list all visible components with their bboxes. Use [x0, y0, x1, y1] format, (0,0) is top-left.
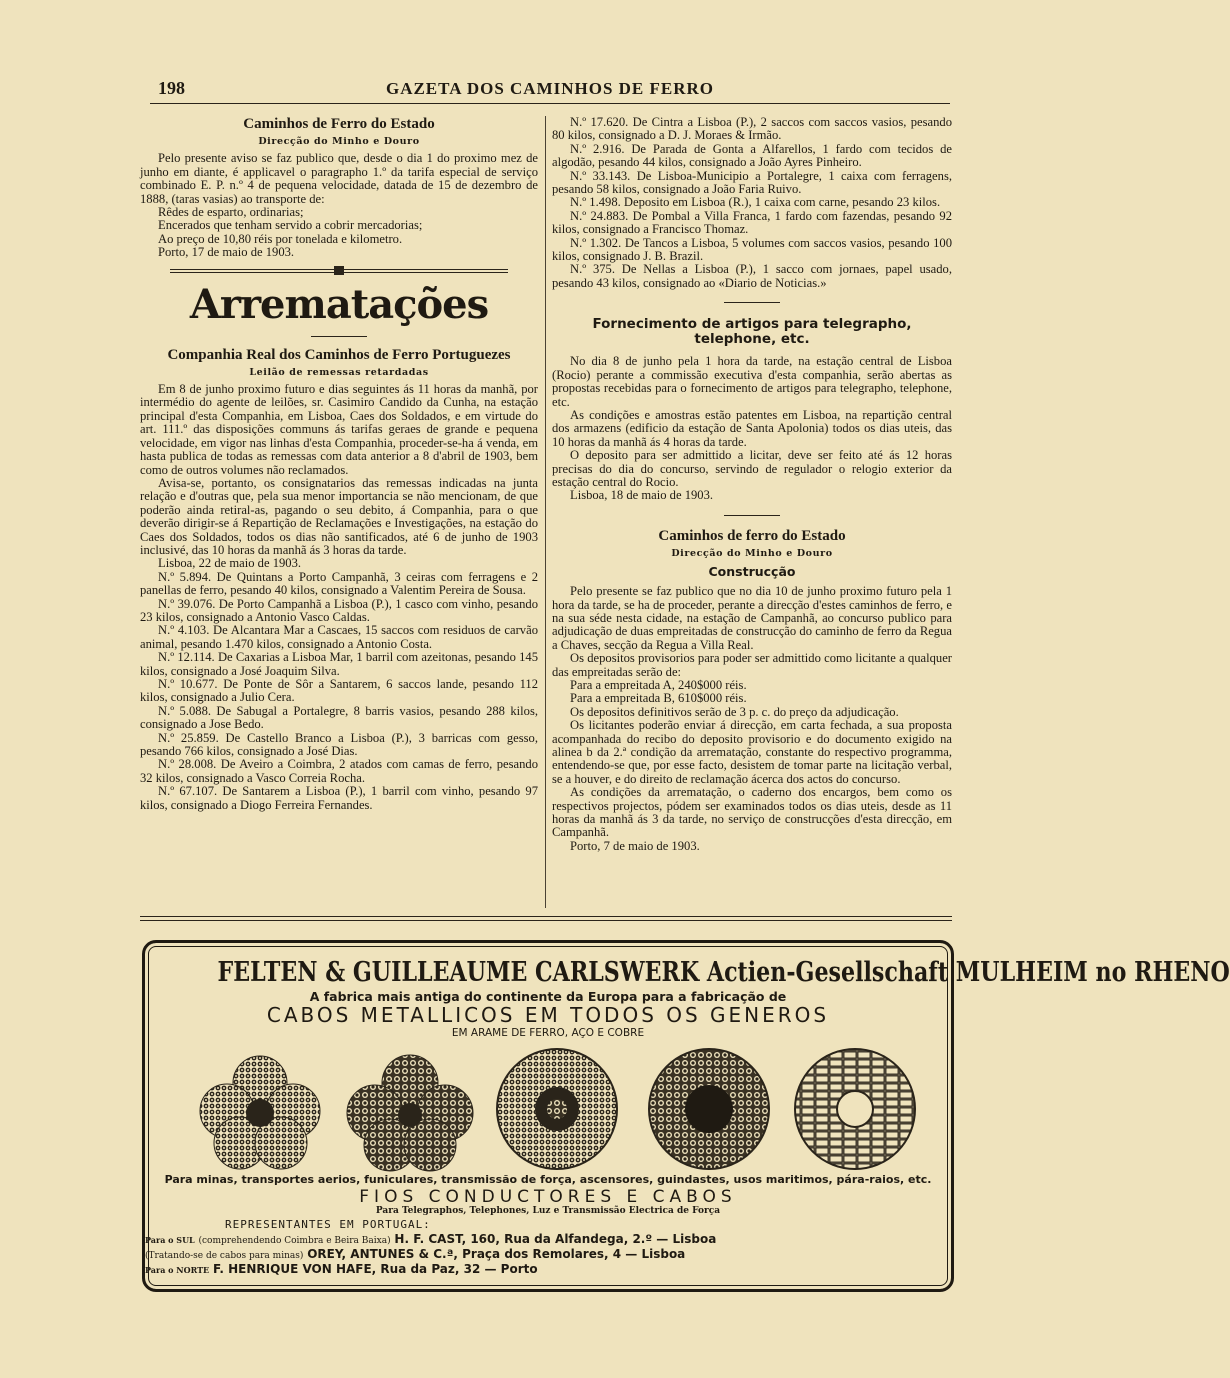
cable-cross-section-1 — [200, 1056, 320, 1169]
section-title: Caminhos de ferro do Estado — [658, 527, 846, 544]
list-item: N.º 5.088. De Sabugal a Portalegre, 8 barris vasios, pesando 288 kilos, consignado a Jose Bedo. — [140, 703, 538, 732]
list-item: N.º 12.114. De Caxarias a Lisboa Mar, 1 barril com azeitonas, pesando 145 kilos, consignado a José Joaquim Silva. — [140, 650, 538, 678]
advertisement-box — [142, 940, 1230, 1292]
section-title: Fornecimento de artigos para telegrapho, telephone, etc. — [592, 316, 912, 348]
ad-product: CABOS METALLICOS EM TODOS OS GENEROS — [266, 1003, 830, 1027]
section-subtitle: Leilão de remessas retardadas — [249, 366, 429, 378]
paragraph: Os depositos provisorios para poder ser admittido como licitante a qualquer das empreitadas serão de: — [552, 651, 952, 679]
list-item: N.º 33.143. De Lisboa-Municipio a Portalegre, 1 caixa com ferragens, pesando 58 kilos, consignado a João Faria Ruivo. — [552, 168, 952, 197]
cable-cross-section-2 — [347, 1055, 473, 1171]
list-item: N.º 25.859. De Castello Branco a Lisboa (P.), 3 barricas com gesso, pesando 766 kilos, consignado a José Dias. — [140, 730, 538, 759]
dateline: Porto, 7 de maio de 1903. — [570, 838, 700, 853]
list-item: N.º 375. De Nellas a Lisboa (P.), 1 sacco com jornaes, papel usado, pesando 43 kilos, consignado ao «Diario de Noticias.» — [552, 262, 952, 290]
ad-representatives-label: REPRESENTANTES EM PORTUGAL: — [225, 1218, 431, 1231]
paragraph: No dia 8 de junho pela 1 hora da tarde, na estação central de Lisboa (Rocio) perante a commissão executiva d'esta companhia, serão abertas as propostas recebidas para o fornecimento de artigos para telegrapho, telephone, etc. — [552, 354, 952, 409]
paragraph: As condições e amostras estão patentes em Lisboa, na repartição central dos armazens (edificio da estação de Santa Apolonia) todos os dias uteis, das 10 horas da manhã ás 4 horas da tarde. — [552, 407, 952, 449]
section-title: Caminhos de Ferro do Estado — [243, 116, 435, 132]
list-item: N.º 28.008. De Aveiro a Coimbra, 2 atados com camas de ferro, pesando 32 kilos, consignado a Vasco Correia Rocha. — [140, 757, 538, 785]
paragraph: As condições da arrematação, o caderno dos encargos, bem como os respectivos projectos, pódem ser examinados todos os dias uteis, desde as 11 horas da manhã ás 3 da tarde, no serviço de construcções d'esta direcção, em Campanhã. — [552, 785, 952, 840]
list-item: N.º 17.620. De Cintra a Lisboa (P.), 2 saccos com saccos vasios, pesando 80 kilos, consignado a D. J. Moraes & Irmão. — [552, 115, 952, 143]
ad-tagline: A fabrica mais antiga do continente da Europa para a fabricação de — [309, 989, 787, 1004]
dateline: Porto, 17 de maio de 1903. — [158, 245, 295, 260]
list-line: Encerados que tenham servido a cobrir mercadorias; — [158, 218, 423, 233]
ad-rep-name: F. HENRIQUE VON HAFE, Rua da Paz, 32 — Porto — [212, 1262, 538, 1276]
ad-rep-prefix: Para o SUL — [145, 1235, 195, 1245]
list-line: Rêdes de esparto, ordinarias; — [158, 205, 304, 220]
section-rule — [140, 920, 952, 921]
list-line: Para a empreitada A, 240$000 réis. — [570, 678, 747, 692]
section-subtitle: Direcção do Minho e Douro — [671, 547, 833, 559]
list-item: N.º 4.103. De Alcantara Mar a Cascaes, 15 saccos com residuos de carvão animal, pesando 1.470 kilos, consignado a Antonio Costa. — [140, 623, 538, 651]
list-item: N.º 39.076. De Porto Campanhã a Lisboa (P.), 1 casco com vinho, pesando 23 kilos, consignado a Antonio Vasco Caldas. — [140, 596, 538, 624]
ad-rep-name: OREY, ANTUNES & C.ª, Praça dos Remolares, 4 — Lisboa — [307, 1247, 686, 1261]
ornament-divider — [140, 264, 538, 278]
ad-rep-note: (comprehendendo Coimbra e Beira Baixa) — [198, 1236, 391, 1246]
list-item: N.º 1.498. Deposito em Lisboa (R.), 1 caixa com carne, pesando 23 kilos. — [570, 195, 941, 210]
ad-headline: FELTEN & GUILLEAUME CARLSWERK Actien-Gesellschaft MULHEIM no RHENO — [217, 957, 1230, 988]
list-item: N.º 1.302. De Tancos a Lisboa, 5 volumes com saccos vasios, pesando 100 kilos, consignado J. B. Brazil. — [552, 235, 952, 264]
ad-rep-north — [145, 1262, 951, 1276]
list-line: Ao preço de 10,80 réis por tonelada e kilometro. — [158, 231, 403, 246]
column-divider — [545, 116, 546, 908]
ad-materials: EM ARAME DE FERRO, AÇO E COBRE — [451, 1027, 645, 1039]
publication-title: GAZETA DOS CAMINHOS DE FERRO — [385, 79, 715, 98]
paragraph: O deposito para ser admittido a licitar, deve ser feito até ás 12 horas precisas do dia do concurso, servindo de regulador o relogio exterior da estação central do Rocio. — [552, 448, 952, 489]
ad-rep-south — [145, 1232, 951, 1246]
short-rule — [724, 515, 780, 516]
section-subtitle: Direcção do Minho e Douro — [258, 136, 420, 147]
paragraph: Pelo presente aviso se faz publico que, desde o dia 1 do proximo mez de junho em diante, é applicavel o paragrapho 1.º da tarifa especial de serviço combinado E. P. n.º 4 de pequena velocidade, datada de 15 de dezembro de 1888, (taras vasias) ao transporte de: — [140, 151, 538, 206]
ad-rep-name: H. F. CAST, 160, Rua da Alfandega, 2.º — Lisboa — [394, 1232, 717, 1246]
right-column — [552, 116, 952, 853]
ad-subheading-detail: Para Telegraphos, Telephones, Luz e Transmissão Electrica de Força — [375, 1206, 721, 1216]
ad-rep-note: (Tratando-se de cabos para minas) — [145, 1251, 304, 1261]
short-rule — [724, 302, 780, 303]
dateline: Lisboa, 18 de maio de 1903. — [570, 488, 714, 503]
section-title: Companhia Real dos Caminhos de Ferro Portuguezes — [167, 346, 511, 363]
list-item: N.º 5.894. De Quintans a Porto Campanhã, 3 ceiras com ferragens e 2 panellas de ferro, pesando 40 kilos, consignado a Valentim Pereira de Sousa. — [140, 569, 538, 598]
left-column — [140, 116, 538, 812]
paragraph: Os depositos definitivos serão de 3 p. c. do preço da adjudicação. — [570, 704, 899, 719]
short-rule — [311, 336, 367, 337]
list-item: N.º 67.107. De Santarem a Lisboa (P.), 1 barril com vinho, pesando 97 kilos, consignado a Diogo Ferreira Fernandes. — [140, 784, 538, 812]
header-rule — [150, 103, 950, 104]
cable-illustrations — [185, 1043, 921, 1171]
ad-rep-prefix: Para o NORTE — [145, 1265, 210, 1275]
list-line: Para a empreitada B, 610$000 réis. — [570, 691, 747, 706]
section-subtitle-construccao: Construcção — [708, 564, 796, 580]
cable-cross-section-5 — [795, 1049, 915, 1169]
paragraph: Em 8 de junho proximo futuro e dias seguintes ás 11 horas da manhã, por intermédio do agente de leilões, sr. Casimiro Candido da Cunha, na estação principal d'esta Companhia, em Lisboa, Caes dos Soldados, e em virtude do art. 111.º das disposições communs ás tarifas geraes de grande e pequena velocidade, em vigor nas linhas d'esta Companhia, proceder-se-ha á venda, em hasta publica de todas as remessas com data anterior a 8 d'abril de 1903, bem como de outros volumes não reclamados. — [140, 382, 538, 477]
page-number: 198 — [158, 78, 185, 98]
cable-cross-section-4 — [649, 1049, 769, 1169]
cable-cross-section-3 — [497, 1049, 617, 1169]
dateline: Lisboa, 22 de maio de 1903. — [158, 556, 302, 571]
list-item: N.º 10.677. De Ponte de Sôr a Santarem, 6 saccos lande, pesando 112 kilos, consignado a Julio Cera. — [140, 677, 538, 705]
section-heading-arrematacoes: Arrematações — [189, 280, 489, 328]
paragraph: Os licitantes poderão enviar á direcção, em carta fechada, a sua proposta acompanhada do recibo do deposito provisorio e do documento exigido na alinea b da 2.ª condição da arrematação, constante do respectivo programma, entendendo-se que, por esse facto, desistem de tomar parte na licitação verbal, se a houver, e do direito de reclamação ácerca dos actos do concurso. — [552, 718, 952, 786]
ad-rep-mines — [145, 1247, 951, 1261]
paragraph: Avisa-se, portanto, os consignatarios das remessas indicadas na junta relação e d'outras que, pela sua menor importancia se não mencionam, de que poderão ainda retiral-as, pagando o seu debito, á Companhia, para o que deverão dirigir-se á Repartição de Reclamações e Investigações, na estação do Caes dos Soldados, todos os dias não santificados, até 6 de junho de 1903 inclusivé, das 10 horas da manhã ás 3 horas da tarde. — [140, 475, 538, 557]
ad-subheading: FIOS CONDUCTORES E CABOS — [359, 1187, 737, 1207]
section-rule — [140, 916, 952, 917]
ad-uses: Para minas, transportes aerios, funiculares, transmissão de força, ascensores, guindastes, usos maritimos, pára-raios, etc. — [164, 1173, 932, 1186]
paragraph: Pelo presente se faz publico que no dia 10 de junho proximo futuro pela 1 hora da tarde, se ha de proceder, perante a direcção d'estes caminhos de ferro, e na sua séde nesta cidade, na estação de Campanhã, ao concurso publico para adjudicação de duas empreitadas de construcção do caminho de ferro da Regua a Chaves, secção da Regua a Villa Real. — [552, 584, 952, 652]
list-item: N.º 2.916. De Parada de Gonta a Alfarellos, 1 fardo com tecidos de algodão, pesando 44 kilos, consignado a João Ayres Pinheiro. — [552, 141, 952, 170]
page-header — [150, 76, 950, 102]
list-item: N.º 24.883. De Pombal a Villa Franca, 1 fardo com fazendas, pesando 92 kilos, consignado a Francisco Thomaz. — [552, 208, 952, 237]
